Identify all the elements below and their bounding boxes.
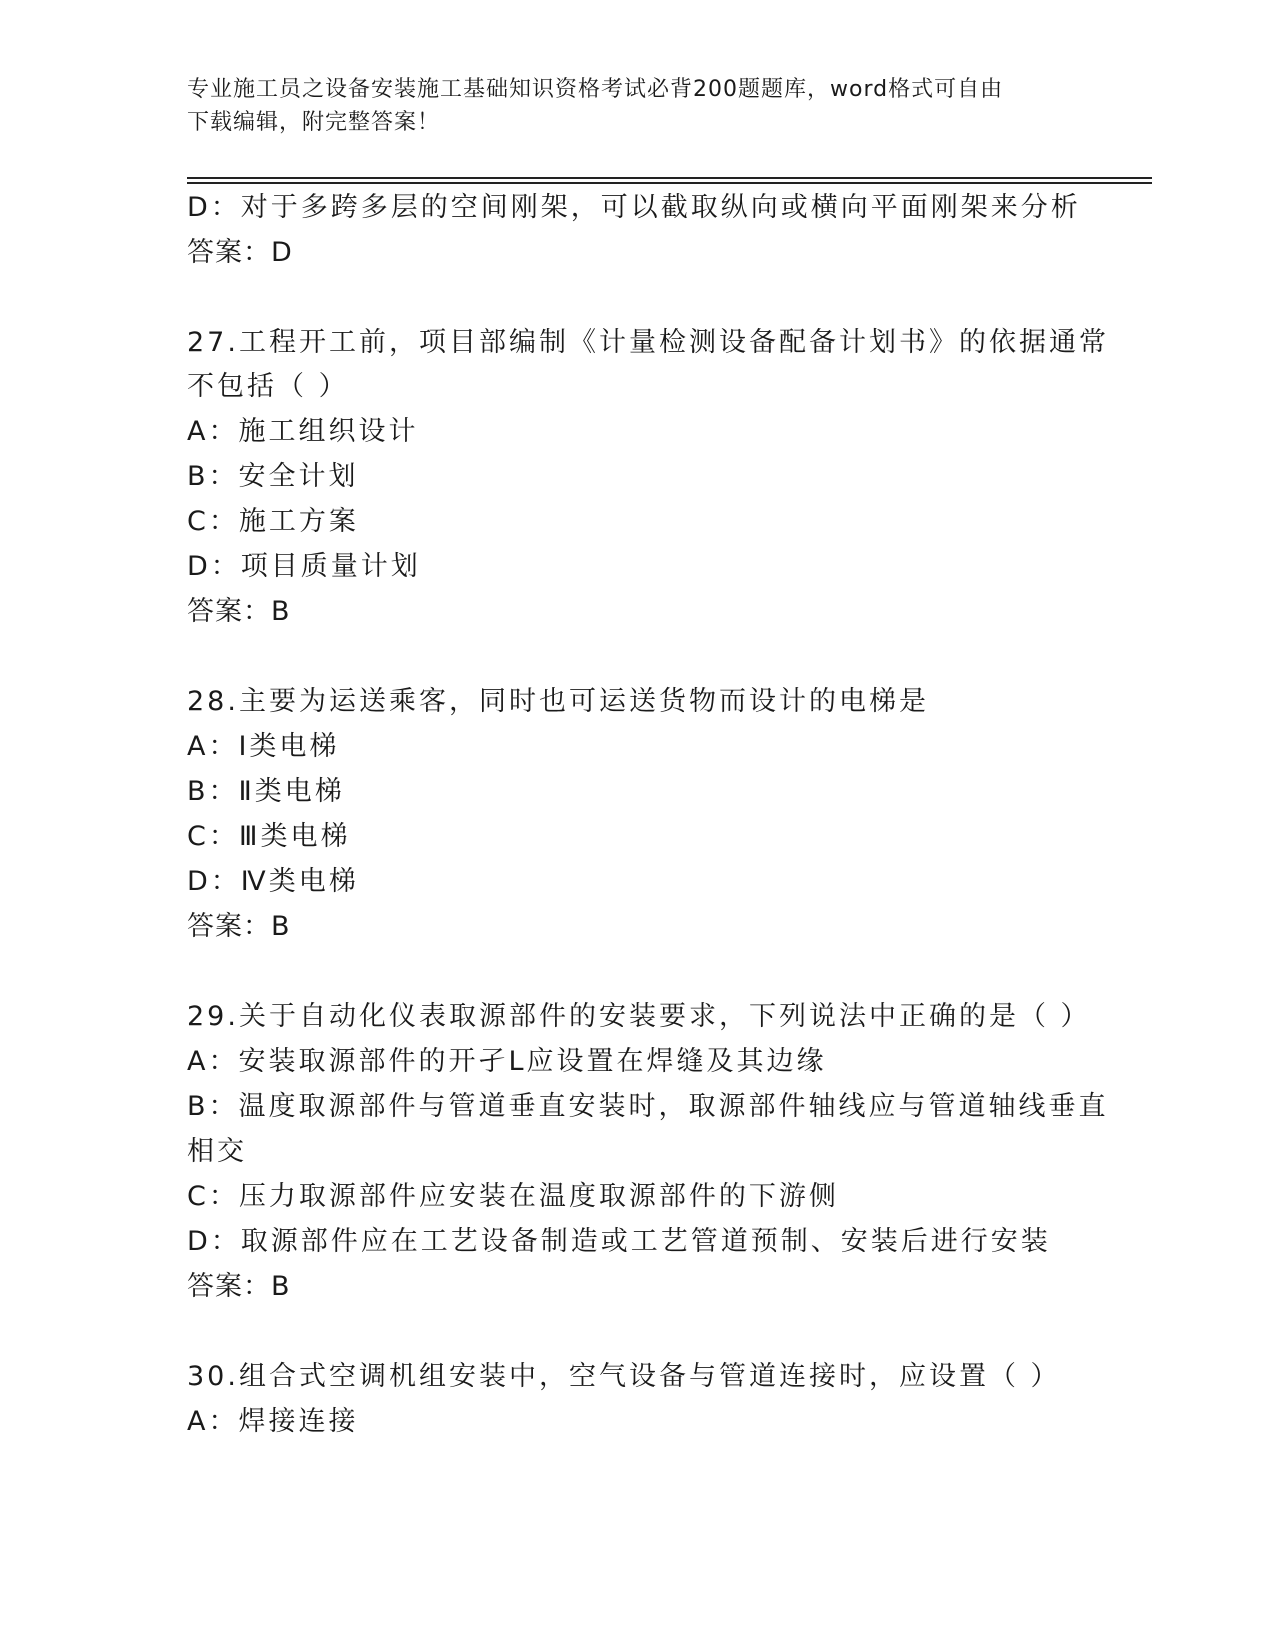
header-line-2: 下载编辑，附完整答案！ bbox=[187, 110, 441, 135]
option-d: D：项目质量计划 bbox=[187, 551, 421, 582]
question-stem: 30.组合式空调机组安装中，空气设备与管道连接时，应设置（ ） bbox=[187, 1361, 1061, 1392]
option-c: C：施工方案 bbox=[187, 506, 359, 537]
option-c: C：Ⅲ类电梯 bbox=[187, 821, 351, 852]
header-line-1: 专业施工员之设备安装施工基础知识资格考试必背200题题库，word格式可自由 bbox=[187, 77, 1004, 102]
option-a: A：施工组织设计 bbox=[187, 416, 419, 447]
question-stem: 28.主要为运送乘客，同时也可运送货物而设计的电梯是 bbox=[187, 686, 929, 717]
option-a: A：I类电梯 bbox=[187, 731, 340, 762]
header-rule-top bbox=[187, 177, 1152, 179]
option-b-continued: 相交 bbox=[187, 1136, 247, 1167]
option-b: B：Ⅱ类电梯 bbox=[187, 776, 345, 807]
question-stem-continued: 不包括（ ） bbox=[187, 371, 349, 402]
option-d: D：对于多跨多层的空间刚架，可以截取纵向或横向平面刚架来分析 bbox=[187, 192, 1081, 223]
answer-line: 答案：B bbox=[187, 596, 291, 627]
question-stem: 29.关于自动化仪表取源部件的安装要求，下列说法中正确的是（ ） bbox=[187, 1001, 1091, 1032]
header-rule-bottom bbox=[187, 182, 1152, 184]
option-d: D：取源部件应在工艺设备制造或工艺管道预制、安装后进行安装 bbox=[187, 1226, 1051, 1257]
option-d: D：Ⅳ类电梯 bbox=[187, 866, 359, 897]
option-b: B：安全计划 bbox=[187, 461, 359, 492]
answer-line: 答案：D bbox=[187, 237, 293, 268]
option-b: B：温度取源部件与管道垂直安装时，取源部件轴线应与管道轴线垂直 bbox=[187, 1091, 1109, 1122]
answer-line: 答案：B bbox=[187, 1271, 291, 1302]
answer-line: 答案：B bbox=[187, 911, 291, 942]
option-a: A：焊接连接 bbox=[187, 1406, 359, 1437]
question-stem: 27.工程开工前，项目部编制《计量检测设备配备计划书》的依据通常 bbox=[187, 327, 1109, 358]
option-c: C：压力取源部件应安装在温度取源部件的下游侧 bbox=[187, 1181, 839, 1212]
document-header bbox=[187, 73, 1087, 139]
option-a: A：安装取源部件的开孑L应设置在焊缝及其边缘 bbox=[187, 1046, 827, 1077]
